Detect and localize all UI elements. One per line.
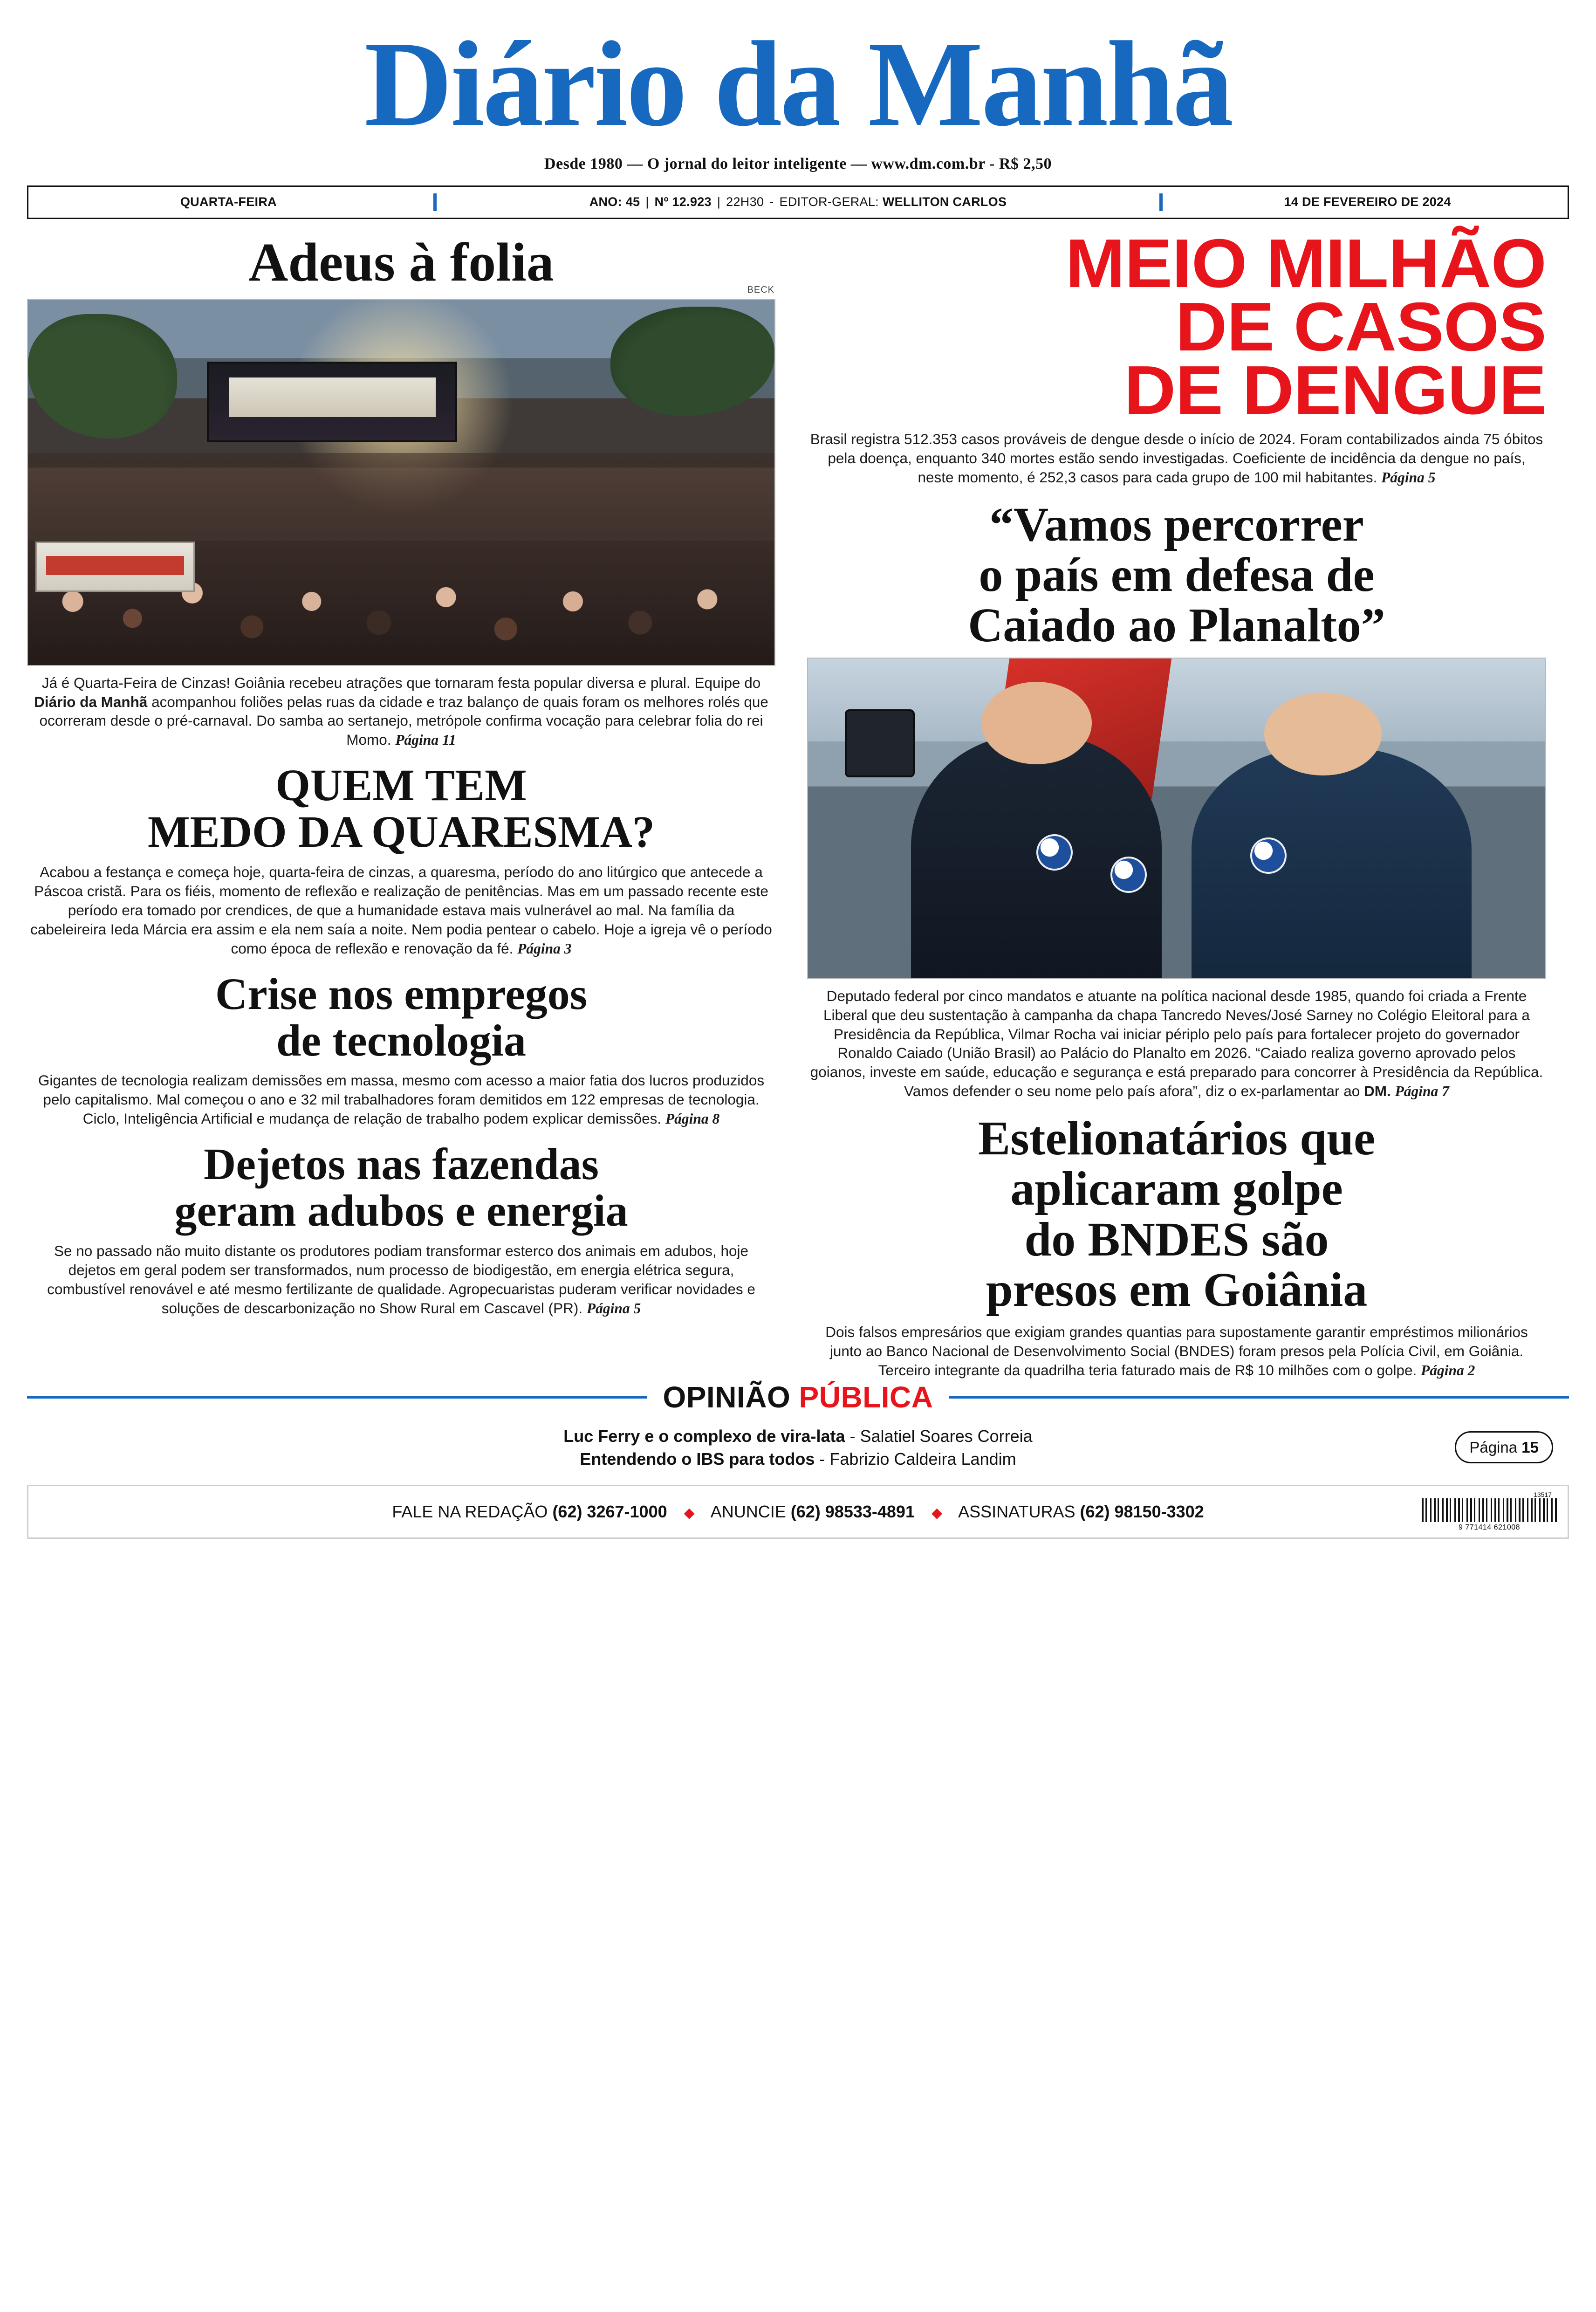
barcode-bars (1422, 1498, 1557, 1522)
story-caiado-page-ref[interactable]: Página 7 (1395, 1083, 1449, 1100)
stage-banner (229, 377, 436, 418)
story-bndes-headline-line3: do BNDES são (1024, 1212, 1329, 1266)
opinion-title-part1: OPINIÃO (663, 1380, 799, 1414)
story-bndes-page-ref[interactable]: Página 2 (1421, 1362, 1475, 1379)
dengue-page-ref[interactable]: Página 5 (1381, 469, 1436, 486)
tree-left (28, 314, 177, 439)
story-quaresma-headline (27, 762, 775, 855)
divider-blue-left (433, 193, 437, 211)
contact-footer (27, 1485, 1569, 1539)
dengue-text (809, 430, 1544, 487)
story-quaresma-text (29, 863, 774, 959)
story-tecnologia-page-ref[interactable]: Página 8 (665, 1111, 720, 1127)
story-caiado-headline-line1: “Vamos percorrer (989, 498, 1364, 552)
story-dejetos-body: Se no passado não muito distante os produtores podiam transformar esterco dos animais em adubos, hoje dejetos em geral podem ser transformados, num processo de biodigestão, em energia elétrica segura, combustível renovável e até mesmo fertilizante de qualidade. Agropecuaristas puderam verificar novidades e soluções de descarbonização no Show Rural em Cascavel (PR). (47, 1242, 755, 1317)
story-dejetos-page-ref[interactable]: Página 5 (586, 1300, 641, 1317)
infobar-time: 22H30 (726, 195, 764, 209)
story-bndes-body: Dois falsos empresários que exigiam grandes quantias para supostamente garantir empréstimos milionários junto ao Banco Nacional de Desenvolvimento Social (BNDES) foram presos pela Polícia Civil, em Goiânia. Terceiro integrante da quadrilha teria faturado mais de R$ 10 milhões com o golpe. (825, 1323, 1528, 1379)
footer-anuncie-phone[interactable]: (62) 98533-4891 (790, 1502, 915, 1522)
right-column (791, 225, 1546, 1380)
lead-text-part1: Já é Quarta-Feira de Cinzas! Goiânia recebeu atrações que tornaram festa popular diversa e plural. Equipe do (41, 674, 761, 691)
divider-blue-right (1159, 193, 1163, 211)
story-caiado-headline-line3: Caiado ao Planalto” (968, 598, 1385, 652)
masthead-tagline (27, 151, 1569, 173)
infobar-issue-value: 12.923 (672, 195, 712, 209)
story-bndes-headline-line4: presos em Goiânia (986, 1262, 1368, 1317)
footer-redacao-label: FALE NA REDAÇÃO (392, 1502, 553, 1522)
campaign-badge-3 (1250, 837, 1287, 874)
tree-right (610, 307, 774, 416)
opinion-item-1-author: - Salatiel Soares Correia (845, 1426, 1033, 1446)
opinion-list (27, 1425, 1569, 1471)
story-tecnologia-headline (27, 968, 775, 1065)
opinion-item-2-title: Entendendo o IBS para todos (580, 1449, 815, 1469)
story-caiado-headline (807, 500, 1546, 651)
politicians-embrace-photo (807, 658, 1546, 979)
opinion-page-label: Página (1469, 1438, 1522, 1456)
lead-story-text (29, 673, 774, 750)
story-bndes-headline-line1: Estelionatários que (978, 1111, 1376, 1166)
story-caiado-text (809, 987, 1544, 1102)
opinion-page-value: 15 (1521, 1438, 1539, 1456)
footer-assinaturas-phone[interactable]: (62) 98150-3302 (1080, 1502, 1204, 1522)
lead-headline: Adeus à folia (248, 231, 554, 293)
story-dejetos-headline-line1: Dejetos nas fazendas (204, 1139, 599, 1189)
campaign-badge-2 (1110, 857, 1147, 893)
tagline-since: Desde 1980 — (544, 155, 647, 172)
story-tecnologia-text (29, 1071, 774, 1129)
smartphone (845, 709, 915, 777)
politician-right (1192, 748, 1472, 978)
story-quaresma-body: Acabou a festança e começa hoje, quarta-feira de cinzas, a quaresma, período do ano litúrgico que antecede a Páscoa cristã. Para os fiéis, momento de reflexão e realização de penitências. Mas em um passado recente este período era tomado por crendices, de que a humanidade estava mais vulnerável ao mal. Na família da cabeleireira Ieda Márcia era assim e ela nem saía a noite. Nem podia pentear o cabelo. Hoje a igreja vê o período como época de reflexão e renovação da fé. (30, 864, 772, 957)
tagline-slogan: O jornal do leitor inteligente (647, 155, 847, 172)
footer-anuncie-label: ANUNCIE (710, 1502, 791, 1522)
barcode (1419, 1491, 1559, 1532)
story-tecnologia-headline-line1: Crise nos empregos (215, 968, 588, 1019)
politicians-photo-block (807, 658, 1546, 979)
story-bndes-text (809, 1323, 1544, 1380)
lead-page-ref[interactable]: Página 11 (395, 732, 456, 748)
dengue-body: Brasil registra 512.353 casos prováveis de dengue desde o início de 2024. Foram contabilizados ainda 75 óbitos pela doença, enquanto 340 mortes estão sendo investigadas. Coeficiente de incidência da dengue no país, neste momento, é 252,3 casos para cada grupo de 100 mil habitantes. (810, 431, 1543, 486)
opinion-title-part2: PÚBLICA (799, 1380, 933, 1414)
barcode-number: 9 771414 621008 (1458, 1523, 1521, 1532)
infobar-issue-label: Nº (654, 195, 669, 209)
diamond-icon-2: ◆ (931, 1505, 943, 1521)
lead-photo-block (27, 284, 775, 666)
infobar-sep-2: | (717, 195, 721, 209)
story-quaresma-headline-line2: MEDO DA QUARESMA? (147, 807, 655, 857)
tagline-website: — www.dm.com.br (846, 155, 986, 172)
issue-info-bar (27, 185, 1569, 219)
dengue-headline-line3: DE DENGUE (1124, 352, 1546, 429)
left-column (27, 232, 791, 1380)
main-content (27, 225, 1569, 1380)
newspaper-title: Diário da Manhã (364, 16, 1232, 151)
infobar-weekday: QUARTA-FEIRA (180, 195, 277, 209)
photo-credit: BECK (747, 284, 774, 295)
photo-sky (808, 659, 1545, 741)
story-caiado-dm: DM. (1364, 1083, 1391, 1100)
dengue-headline (778, 225, 1546, 429)
lead-text-bold: Diário da Manhã (34, 693, 148, 710)
story-bndes-headline-line2: aplicaram golpe (1010, 1162, 1343, 1216)
opinion-item-1[interactable] (27, 1425, 1569, 1448)
opinion-item-2-author: - Fabrizio Caldeira Landim (815, 1449, 1016, 1469)
campaign-badge-1 (1036, 834, 1073, 871)
churros-stand (35, 542, 195, 592)
story-quaresma-page-ref[interactable]: Página 3 (517, 940, 572, 957)
infobar-sep-1: | (645, 195, 649, 209)
carnival-crowd-photo (27, 299, 775, 666)
dengue-headline-line1: MEIO MILHÃO (1065, 225, 1546, 302)
tagline-price: - R$ 2,50 (985, 155, 1052, 172)
infobar-year-value: 45 (625, 195, 640, 209)
story-tecnologia-body: Gigantes de tecnologia realizam demissões em massa, mesmo com acesso a maior fatia dos lucros produzidos pelo capitalismo. Mal começou o ano e 32 mil trabalhadores foram demitidos em 122 empresas de tecnologia. Ciclo, Inteligência Artificial e mudança de relação de trabalho podem explicar demissões. (38, 1072, 765, 1127)
infobar-year-label: ANO: (589, 195, 622, 209)
opinion-title (647, 1380, 949, 1414)
dengue-headline-line2: DE CASOS (1175, 288, 1546, 366)
barcode-top-number: 13517 (1534, 1491, 1552, 1499)
carnival-stage (207, 362, 457, 442)
story-dejetos-headline (27, 1141, 775, 1234)
masthead (27, 16, 1569, 173)
infobar-sep-3: - (769, 195, 774, 209)
lead-text-part2: acompanhou foliões pelas ruas da cidade e traz balanço de quais foram os melhores rolés que ocorreram desde o pré-carnaval. Do samba ao sertanejo, metrópole confirma vocação para celebrar folia do rei Momo. (39, 693, 768, 748)
story-tecnologia-headline-line2: de tecnologia (276, 1015, 526, 1065)
story-bndes-headline (807, 1113, 1546, 1315)
story-dejetos-headline-line2: geram adubos e energia (174, 1186, 628, 1235)
infobar-date: 14 DE FEVEREIRO DE 2024 (1284, 195, 1451, 209)
story-caiado-headline-line2: o país em defesa de (979, 548, 1375, 602)
opinion-item-2[interactable] (27, 1448, 1569, 1471)
story-quaresma-headline-line1: QUEM TEM (275, 760, 527, 810)
infobar-details (441, 195, 1155, 209)
story-dejetos-text (29, 1242, 774, 1318)
story-caiado-body: Deputado federal por cinco mandatos e atuante na política nacional desde 1985, quando foi criada a Frente Liberal que deu sustentação à campanha da chapa Tancredo Neves/José Sarney no Colégio Eleitoral para a Presidência da República, Vilmar Rocha vai iniciar périplo pelo país para fortalecer projeto do governador Ronaldo Caiado (União Brasil) ao Palácio do Planalto em 2026. “Caiado realiza governo aprovado pelos goianos, investe em saúde, educação e segurança e está preparado para concorrer à Presidência da República. Vamos defender o seu nome pelo país afora”, diz o ex-parlamentar ao (810, 987, 1543, 1100)
opinion-item-1-title: Luc Ferry e o complexo de vira-lata (563, 1426, 845, 1446)
footer-contacts (392, 1502, 1204, 1522)
infobar-editor-label: EDITOR-GERAL: (779, 195, 879, 209)
diamond-icon-1: ◆ (684, 1505, 695, 1521)
footer-assinaturas-label: ASSINATURAS (958, 1502, 1080, 1522)
opinion-section (27, 1380, 1569, 1471)
footer-redacao-phone[interactable]: (62) 3267-1000 (552, 1502, 667, 1522)
opinion-page-badge[interactable] (1455, 1431, 1553, 1464)
infobar-editor-name: WELLITON CARLOS (882, 195, 1007, 209)
